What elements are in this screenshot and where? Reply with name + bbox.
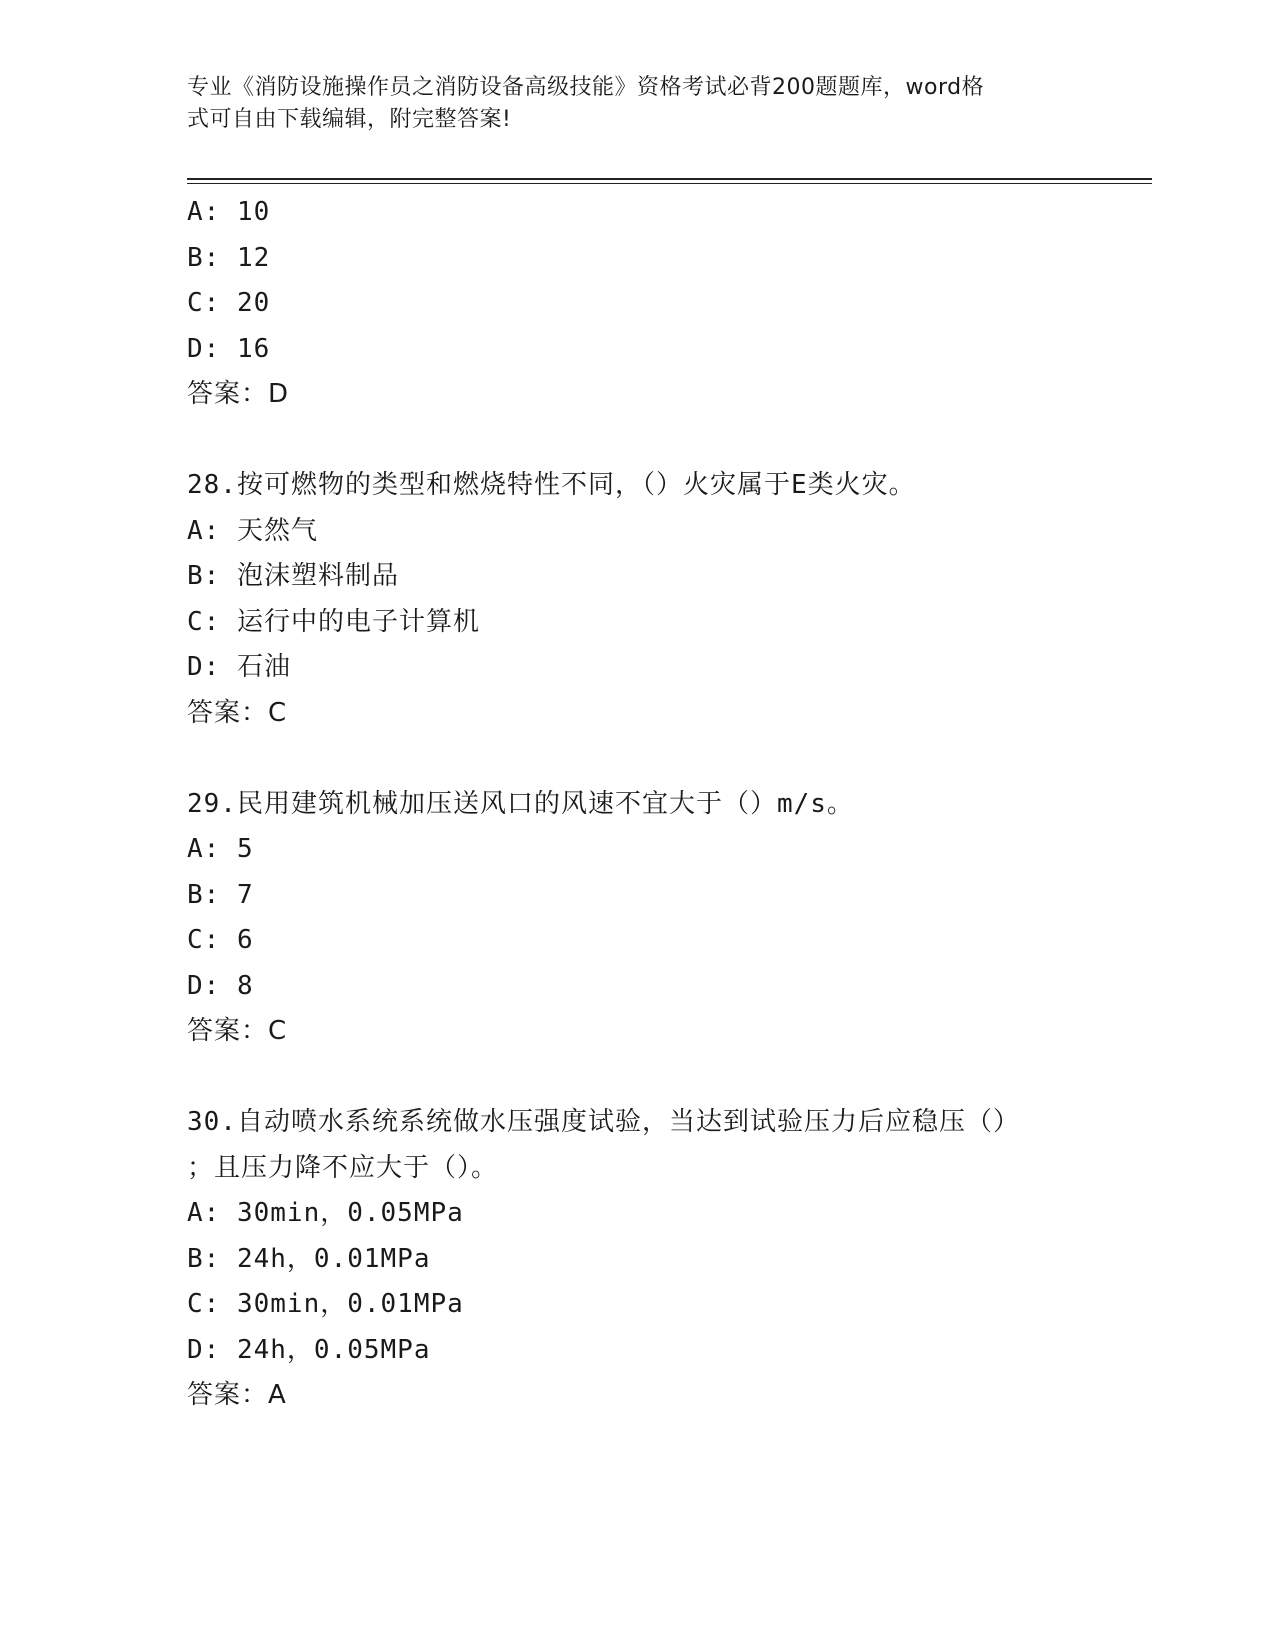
answer-line: 答案：D: [187, 379, 290, 409]
header-line-1: 专业《消防设施操作员之消防设备高级技能》资格考试必背200题题库，word格: [187, 75, 985, 100]
option-b: B: 24h，0.01MPa: [187, 1243, 431, 1274]
question-27: [187, 190, 1152, 418]
header-rule-thick: [187, 178, 1152, 180]
option-c: C: 30min，0.01MPa: [187, 1289, 464, 1319]
option-d: D: 16: [187, 333, 271, 364]
answer-line: 答案：C: [187, 697, 288, 728]
option-a: A: 30min，0.05MPa: [187, 1198, 464, 1228]
answer-line: 答案：C: [187, 1016, 288, 1046]
question-29: [187, 782, 1152, 1055]
option-c: C: 20: [187, 288, 271, 318]
option-b: B: 12: [187, 242, 271, 273]
option-d: D: 8: [187, 970, 254, 1001]
option-c: C: 6: [187, 925, 254, 955]
option-d: D: 石油: [187, 652, 291, 682]
question-text: 29.民用建筑机械加压送风口的风速不宜大于（）m/s。: [187, 788, 854, 819]
question-list: [187, 190, 1152, 1419]
question-30: [187, 1100, 1152, 1419]
question-text: 28.按可燃物的类型和燃烧特性不同，（）火灾属于E类火灾。: [187, 470, 916, 500]
question-text-line-2: ；且压力降不应大于（）。: [187, 1152, 499, 1183]
question-text-line-1: 30.自动喷水系统系统做水压强度试验，当达到试验压力后应稳压（）: [187, 1107, 1020, 1137]
option-a: A: 10: [187, 197, 271, 227]
option-b: B: 泡沫塑料制品: [187, 561, 399, 591]
document-header: [187, 72, 1067, 136]
option-c: C: 运行中的电子计算机: [187, 606, 480, 637]
option-a: A: 5: [187, 834, 254, 864]
option-b: B: 7: [187, 879, 254, 910]
spacer: [187, 736, 1152, 782]
answer-line: 答案：A: [187, 1380, 287, 1410]
spacer: [187, 1055, 1152, 1101]
header-rule-thin: [187, 183, 1152, 184]
option-a: A: 天然气: [187, 515, 318, 546]
question-28: [187, 463, 1152, 736]
spacer: [187, 418, 1152, 464]
header-line-2: 式可自由下载编辑，附完整答案!: [187, 107, 512, 132]
option-d: D: 24h，0.05MPa: [187, 1334, 431, 1365]
